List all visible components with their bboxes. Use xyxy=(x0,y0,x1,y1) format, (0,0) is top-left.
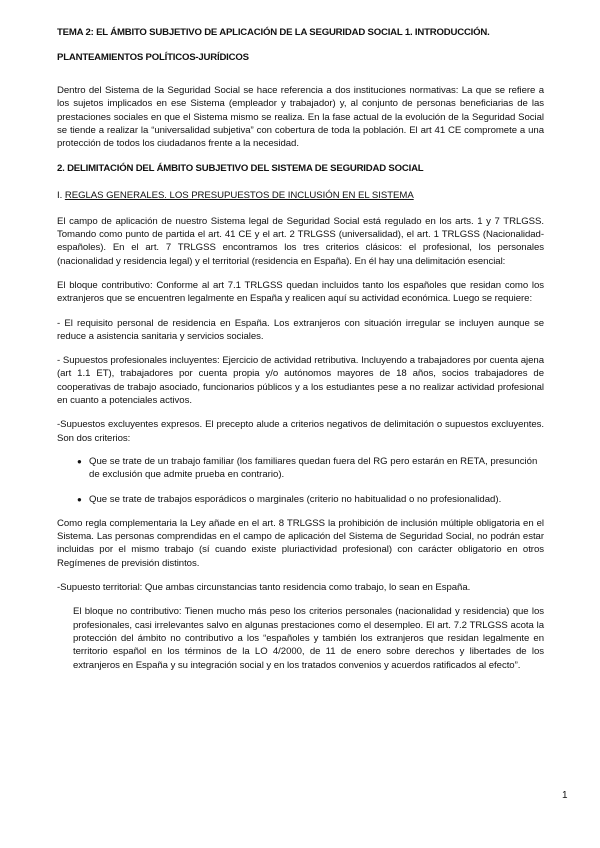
section-2-heading: 2. DELIMITACIÓN DEL ÁMBITO SUBJETIVO DEL SISTEMA DE SEGURIDAD SOCIAL xyxy=(57,163,424,175)
regla-complementaria-paragraph: Como regla complementaria la Ley añade en el art. 8 TRLGSS la prohibición de inclusión múltiple obligatoria en el Sistema. Las personas comprendidas en el campo de aplicación del Sistema de Seguridad Social, no podrán estar incluidas por el mismo trabajo (sí cuando existe pluriactividad profesional) con carácter obligatorio en otros Regímenes de previsión distintos. xyxy=(57,517,544,569)
bloque-contributivo-paragraph: El bloque contributivo: Conforme al art 7.1 TRLGSS quedan incluidos tanto los españoles que residan como los extranjeros que se encuentren legalmente en España y realicen aquí su actividad económica. Luego se requiere: xyxy=(57,279,544,305)
list-item xyxy=(77,455,544,482)
subsection-title: REGLAS GENERALES. LOS PRESUPUESTOS DE INCLUSIÓN EN EL SISTEMA xyxy=(64,190,414,202)
list-item-text: Que se trate de un trabajo familiar (los familiares quedan fuera del RG pero estarán en RETA, presunción de exclusión que admite prueba en contrario). xyxy=(89,455,538,481)
supuestos-profesionales-paragraph: - Supuestos profesionales incluyentes: Ejercicio de actividad retributiva. Incluyendo a trabajadores por cuenta ajena (art 1.1 ET), trabajadores por cuenta propia y/o autónomos mayores de 18 años, socios trabajadores de cooperativas de trabajo asociado, funcionarios públicos y a los estudiantes pese a no realizar actividad profesional en cuanto a potenciales activos. xyxy=(57,355,544,407)
bullet-icon: ● xyxy=(77,456,82,466)
supuesto-territorial-paragraph: -Supuesto territorial: Que ambas circunstancias tanto residencia como trabajo, lo sean en España. xyxy=(57,582,471,594)
requisito-personal-paragraph: - El requisito personal de residencia en España. Los extranjeros con situación irregular se incluyen aunque se reduce a asistencia sanitaria y servicios sociales. xyxy=(57,317,544,342)
list-item xyxy=(77,493,544,506)
list-item-text: Que se trate de trabajos esporádicos o marginales (criterio no habitualidad o no profesionalidad). xyxy=(89,493,502,505)
document-content xyxy=(57,26,544,672)
chapter-subtitle: PLANTEAMIENTOS POLÍTICOS-JURÍDICOS xyxy=(57,52,249,63)
subsection-prefix: I. xyxy=(57,190,65,202)
subsection-heading xyxy=(57,189,544,202)
chapter-title: TEMA 2: EL ÁMBITO SUBJETIVO DE APLICACIÓN DE LA SEGURIDAD SOCIAL 1. INTRODUCCIÓN. xyxy=(57,27,490,38)
intro-paragraph: Dentro del Sistema de la Seguridad Social se hace referencia a dos instituciones normativas: La que se refiere a los sujetos implicados en ese Sistema (empleador y trabajador) y, al conjunto de personas beneficiarias de las prestaciones sociales en que el Sistema mismo se realiza. En la fase actual de la evolución de la Seguridad Social se tiende a realizar la “universalidad subjetiva” con cobertura de toda la población. El art 41 CE compromete a una protección de todos los ciudadanos frente a la necesidad. xyxy=(57,85,544,150)
page-number: 1 xyxy=(562,790,568,801)
bullet-icon: ● xyxy=(77,494,82,504)
supuestos-excluyentes-paragraph: -Supuestos excluyentes expresos. El precepto alude a criterios negativos de delimitación o supuestos excluyentes. Son dos criterios: xyxy=(57,419,544,444)
bloque-no-contributivo-paragraph: El bloque no contributivo: Tienen mucho más peso los criterios personales (nacionalidad y residencia) que los profesionales, casi irrelevantes salvo en algunas prestaciones como el desempleo. El art. 7.2 TRLGSS acota la protección del ámbito no contributivo a los “españoles y también los extranjeros que residan legalmente en territorio español en los términos de la LO 4/2000, de 11 de enero sobre derechos y libertades de los extranjeros en España y su integración social y en los tratados convenios y acuerdos ratificados al efecto”. xyxy=(73,606,544,671)
campo-aplicacion-paragraph: El campo de aplicación de nuestro Sistema legal de Seguridad Social está regulado en los arts. 1 y 7 TRLGSS. Tomando como punto de partida el art. 41 CE y el art. 2 TRLGSS (universalidad), el art. 1 TRLGSS (Nacionalidad-españoles). En el art. 7 TRLGSS encontramos los tres criterios clásicos: el profesional, los personales (nacionalidad y residencia legal) y el territorial (residencia en España). En él hay una delimitación esencial: xyxy=(57,215,544,267)
